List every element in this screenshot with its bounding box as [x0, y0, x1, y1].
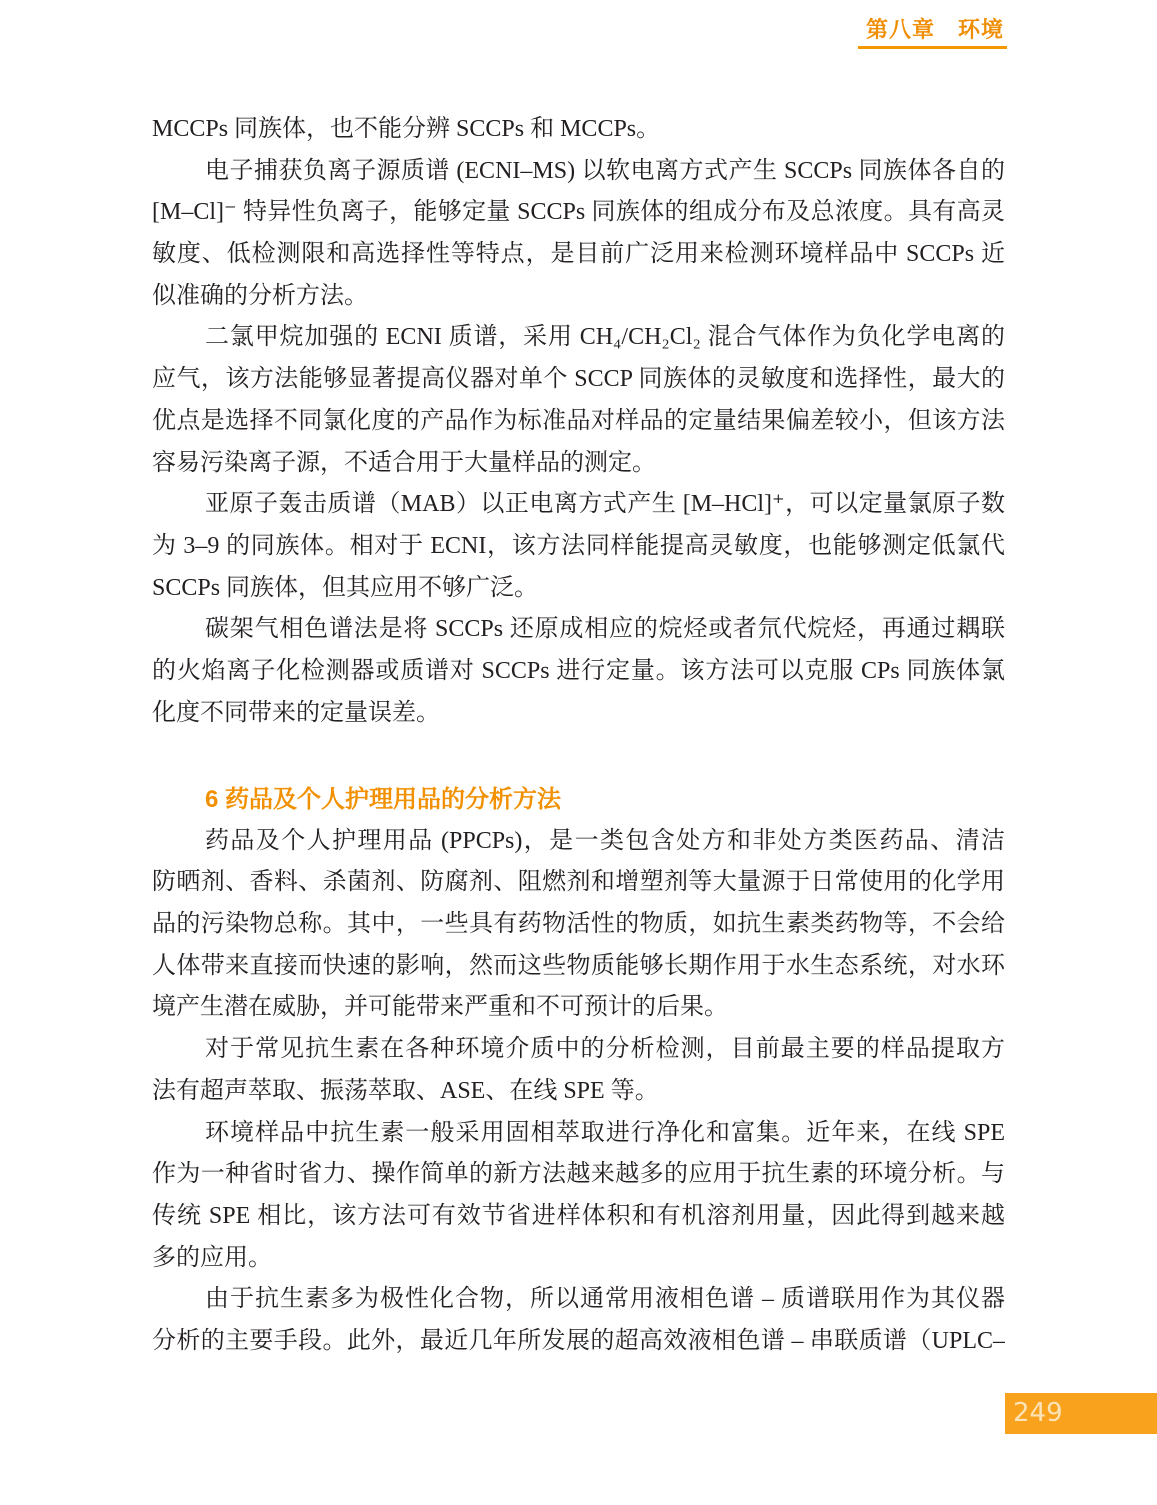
text-block-top	[152, 109, 1005, 734]
text-block-section-6	[152, 779, 1005, 1363]
section-heading: 6 药品及个人护理用品的分析方法	[205, 786, 562, 813]
page-number-box	[1005, 1393, 1157, 1434]
text-line: 传统 SPE 相比，该方法可有效节省进样体积和有机溶剂用量，因此得到越来越	[152, 1202, 1005, 1229]
paragraph	[152, 1113, 1005, 1280]
text-line: 作为一种省时省力、操作简单的新方法越来越多的应用于抗生素的环境分析。与	[152, 1161, 1005, 1188]
text-line: 碳架气相色谱法是将 SCCPs 还原成相应的烷烃或者氘代烷烃，再通过耦联	[205, 616, 1005, 643]
text-line: 品的污染物总称。其中，一些具有药物活性的物质，如抗生素类药物等，不会给	[152, 911, 1005, 938]
paragraph	[152, 821, 1005, 1029]
text-line: 敏度、低检测限和高选择性等特点，是目前广泛用来检测环境样品中 SCCPs 近	[152, 241, 1005, 268]
text-line: 防晒剂、香料、杀菌剂、防腐剂、阻燃剂和增塑剂等大量源于日常使用的化学用	[152, 869, 1005, 896]
text-line: 药品及个人护理用品 (PPCPs)，是一类包含处方和非处方类医药品、清洁	[205, 827, 1005, 854]
paragraph	[152, 109, 1005, 151]
page-number: 249	[1013, 1398, 1063, 1428]
text-line: 应气，该方法能够显著提高仪器对单个 SCCP 同族体的灵敏度和选择性，最大的	[152, 366, 1005, 393]
header-rule	[858, 46, 1007, 49]
paragraph	[152, 317, 1005, 484]
text-line: 优点是选择不同氯化度的产品作为标准品对样品的定量结果偏差较小，但该方法	[152, 407, 1005, 434]
text-line: 化度不同带来的定量误差。	[152, 699, 440, 726]
text-line: 为 3–9 的同族体。相对于 ECNI，该方法同样能提高灵敏度，也能够测定低氯代	[152, 532, 1005, 559]
paragraph	[152, 609, 1005, 734]
text-line: 法有超声萃取、振荡萃取、ASE、在线 SPE 等。	[152, 1077, 659, 1104]
text-line: SCCPs 同族体，但其应用不够广泛。	[152, 574, 539, 601]
text-line: 似准确的分析方法。	[152, 282, 368, 309]
text-line: 的火焰离子化检测器或质谱对 SCCPs 进行定量。该方法可以克服 CPs 同族体氯	[152, 657, 1005, 684]
text-line: 多的应用。	[152, 1244, 272, 1271]
text-line: 人体带来直接而快速的影响，然而这些物质能够长期作用于水生态系统，对水环	[152, 952, 1005, 979]
paragraph	[152, 1279, 1005, 1362]
paragraph	[152, 1029, 1005, 1112]
running-header: 第八章 环境	[866, 17, 1005, 42]
text-line: 对于常见抗生素在各种环境介质中的分析检测，目前最主要的样品提取方	[205, 1036, 1005, 1063]
paragraph	[152, 484, 1005, 609]
paragraph	[152, 151, 1005, 318]
text-line: 分析的主要手段。此外，最近几年所发展的超高效液相色谱 – 串联质谱（UPLC–	[152, 1327, 1005, 1354]
text-line: [M–Cl]⁻ 特异性负离子，能够定量 SCCPs 同族体的组成分布及总浓度。具有高灵	[152, 199, 1005, 226]
text-line: 电子捕获负离子源质谱 (ECNI–MS) 以软电离方式产生 SCCPs 同族体各自的	[205, 157, 1005, 184]
text-line: 容易污染离子源，不适合用于大量样品的测定。	[152, 449, 656, 476]
text-line: 二氯甲烷加强的 ECNI 质谱，采用 CH₄/CH₂Cl₂ 混合气体作为负化学电离的	[205, 324, 1005, 351]
text-line: 环境样品中抗生素一般采用固相萃取进行净化和富集。近年来，在线 SPE	[205, 1119, 1005, 1146]
text-line: 由于抗生素多为极性化合物，所以通常用液相色谱 – 质谱联用作为其仪器	[205, 1286, 1005, 1313]
text-line: 境产生潜在威胁，并可能带来严重和不可预计的后果。	[152, 994, 728, 1021]
text-line: MCCPs 同族体，也不能分辨 SCCPs 和 MCCPs。	[152, 116, 661, 142]
text-line: 亚原子轰击质谱（MAB）以正电离方式产生 [M–HCl]⁺，可以定量氯原子数	[205, 491, 1005, 518]
